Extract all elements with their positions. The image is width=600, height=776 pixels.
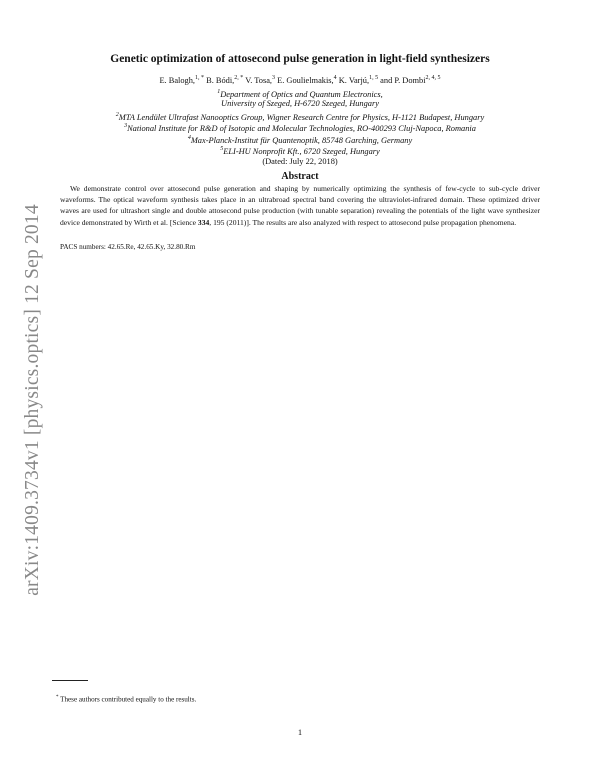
affiliation-5 <box>40 144 560 157</box>
affiliation-mark: 1 <box>217 89 221 95</box>
affiliation-mark: 5 <box>220 146 224 152</box>
date-line: (Dated: July 22, 2018) <box>262 157 338 166</box>
affiliation-text: Max-Planck-Institut für Quantenoptik, 85748 Garching, Germany <box>190 135 413 145</box>
affiliation-text: University of Szeged, H-6720 Szeged, Hungary <box>221 99 379 108</box>
author-affiliation-mark: 4 <box>333 75 337 81</box>
affiliation-mark: 4 <box>187 135 191 141</box>
paper-title: Genetic optimization of attosecond pulse generation in light-field synthesizers <box>110 53 490 65</box>
author-affiliation-mark: 2, * <box>234 75 244 81</box>
footnote-mark: * <box>56 695 59 700</box>
affiliation-3 <box>40 121 560 134</box>
abstract-heading: Abstract <box>281 171 319 182</box>
author-name: E. Balogh, <box>159 75 196 85</box>
arxiv-identifier-stamp <box>19 170 47 630</box>
author-list <box>40 73 560 86</box>
affiliation-text: ELI-HU Nonprofit Kft., 6720 Szeged, Hungary <box>223 146 380 156</box>
affiliation-text: MTA Lendület Ultrafast Nanooptics Group, Wigner Research Centre for Physics, H-1121 Budapest, Hungary <box>118 112 485 122</box>
affiliation-text: National Institute for R&D of Isotopic and Molecular Technologies, RO-400293 Cluj-Napoca, Romania <box>127 123 476 133</box>
author-name: E. Goulielmakis, <box>277 75 334 85</box>
arxiv-identifier-text: arXiv:1409.3734v1 [physics.optics] 12 Sep 2014 <box>22 204 43 596</box>
author-affiliation-mark: 3 <box>272 75 276 81</box>
affiliation-text: Department of Optics and Quantum Electronics, <box>220 89 383 99</box>
affiliation-1-continued <box>40 98 560 109</box>
abstract-text-part: , 195 (2011)]. The results are also analyzed with respect to attosecond pulse propagation phenomena. <box>209 217 517 227</box>
footnote-text: These authors contributed equally to the results. <box>60 695 197 704</box>
author-name: K. Varjú, <box>338 75 370 85</box>
pacs-numbers: PACS numbers: 42.65.Re, 42.65.Ky, 32.80.Rm <box>60 243 196 251</box>
abstract-text <box>60 183 540 228</box>
footnote <box>56 695 196 703</box>
author-affiliation-mark: 1, * <box>195 75 205 81</box>
affiliation-mark: 2 <box>115 112 119 118</box>
author-name: and P. Dombi <box>380 75 426 85</box>
footnote-divider <box>52 680 88 681</box>
author-name: V. Tosa, <box>245 75 273 85</box>
affiliation-mark: 3 <box>124 123 128 129</box>
page-number: 1 <box>297 727 303 737</box>
author-affiliation-mark: 2, 4, 5 <box>425 75 441 81</box>
abstract-text-part: We demonstrate control over attosecond pulse generation and shaping by numerically optimizing the synthesis of few-cycle to sub-cycle driver waveforms. The optical waveform synthesis takes place in an ultrabroad spectral band covering the ultraviolet-infrared domain. These optimized driver waves are used for ultrashort single and double attosecond pulse production (with tunable separation) revealing the potentials of the light wave synthesizer device demonstrated by Wirth et al. [Science <box>60 184 540 227</box>
abstract-volume-number: 334 <box>197 217 210 227</box>
author-name: B. Bódi, <box>206 75 235 85</box>
author-affiliation-mark: 1, 5 <box>369 75 379 81</box>
